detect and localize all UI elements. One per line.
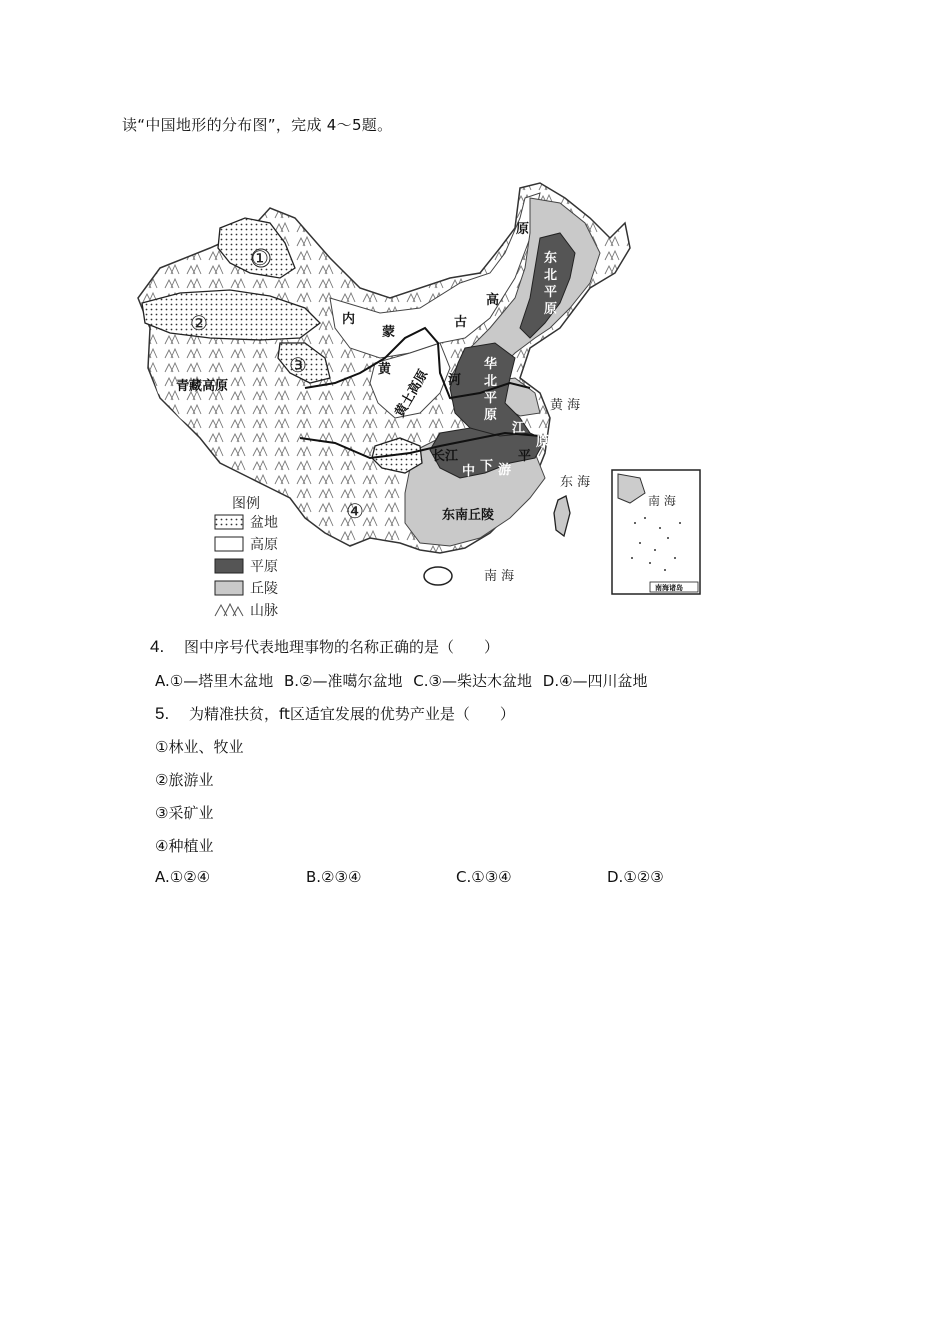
legend-label-mountain: 山脉 (250, 603, 278, 619)
region-marker-1 (251, 246, 270, 270)
q4-option-a[interactable]: A.①—塔里木盆地 (155, 672, 274, 690)
label-south-sea: 南 海 (484, 569, 515, 584)
q4-option-c[interactable]: C.③—柴达木盆地 (413, 672, 532, 690)
label-yellow-sea: 黄 海 (550, 398, 581, 413)
intro-text: 读“中国地形的分布图”，完成 4～5题。 (122, 116, 393, 134)
label-north-china-plain-2: 北 (484, 374, 498, 389)
label-inner-mongolia-5: 原 (516, 222, 530, 237)
question-5 (155, 703, 515, 724)
question-4 (150, 636, 499, 657)
label-inner-mongolia-2: 蒙 (382, 325, 396, 340)
label-middle-lower-3: 游 (498, 463, 512, 478)
q5-item-4: ④种植业 (155, 837, 214, 855)
label-changjiang: 长江 (432, 449, 459, 464)
terrain-map-svg (120, 178, 710, 626)
label-yuan: 原 (536, 435, 550, 450)
region-marker-4 (346, 499, 364, 523)
region-marker-2 (190, 311, 208, 335)
label-northeast-plain-1: 东 (544, 251, 558, 266)
label-southeast-hills: 东南丘陵 (442, 508, 495, 523)
label-northeast-plain-4: 原 (544, 302, 558, 317)
label-middle-lower-2: 下 (480, 459, 494, 474)
label-he: 河 (448, 373, 462, 388)
legend-label-basin: 盆地 (250, 515, 278, 531)
label-northeast-plain-3: 平 (544, 285, 558, 300)
legend-title: 图例 (232, 496, 260, 512)
svg-text:④: ④ (346, 499, 364, 523)
region-marker-3 (289, 353, 307, 377)
label-ping: 平 (518, 449, 532, 464)
legend-label-plain: 平原 (250, 559, 278, 575)
label-east-sea: 东 海 (560, 475, 591, 490)
legend-label-plateau: 高原 (250, 537, 278, 553)
question-4-number: 4. (150, 637, 165, 656)
china-terrain-map (120, 178, 710, 626)
legend-swatch-plain (215, 559, 243, 573)
question-5-stem: 为精准扶贫，ft区适宜发展的优势产业是（ ） (189, 705, 515, 723)
question-5-number: 5. (155, 704, 170, 723)
map-legend (215, 496, 278, 619)
legend-label-hills: 丘陵 (250, 581, 278, 597)
q5-item-3: ③采矿业 (155, 804, 214, 822)
label-northeast-plain-2: 北 (544, 268, 558, 283)
label-inner-mongolia-3: 古 (454, 315, 468, 330)
label-north-china-plain-3: 平 (484, 391, 498, 406)
label-inner-mongolia-1: 内 (342, 312, 356, 327)
label-north-china-plain-4: 原 (484, 408, 498, 423)
hainan-island (424, 567, 452, 585)
q5-item-1: ①林业、牧业 (155, 738, 244, 756)
q5-item-2: ②旅游业 (155, 771, 214, 789)
q5-option-b[interactable]: B.②③④ (306, 868, 362, 886)
label-jiang: 江 (512, 421, 526, 436)
label-inner-mongolia-4: 高 (486, 293, 500, 308)
q5-option-a[interactable]: A.①②④ (155, 868, 211, 886)
legend-swatch-plateau (215, 537, 243, 551)
svg-text:③: ③ (289, 353, 307, 377)
svg-text:②: ② (190, 311, 208, 335)
q4-option-b[interactable]: B.②—准噶尔盆地 (284, 672, 403, 690)
q5-option-c[interactable]: C.①③④ (456, 868, 512, 886)
label-middle-lower-1: 中 (462, 464, 476, 479)
q4-option-d[interactable]: D.④—四川盆地 (542, 672, 648, 690)
label-qinghai-tibet: 青藏高原 (176, 379, 229, 394)
taiwan-island (554, 496, 570, 536)
question-4-options (155, 670, 648, 691)
inset-islands-label: 南海诸岛 (655, 584, 683, 592)
legend-swatch-mountain (215, 604, 243, 616)
svg-text:①: ① (251, 246, 269, 270)
legend-swatch-hills (215, 581, 243, 595)
legend-swatch-basin (215, 515, 243, 529)
label-loess: 黄土高原 (392, 367, 432, 420)
label-north-china-plain-1: 华 (484, 357, 498, 372)
q5-option-d[interactable]: D.①②③ (607, 868, 664, 886)
question-4-stem: 图中序号代表地理事物的名称正确的是（ ） (184, 638, 500, 656)
inset-sea-label: 南 海 (648, 494, 676, 508)
label-huang: 黄 (378, 362, 392, 377)
